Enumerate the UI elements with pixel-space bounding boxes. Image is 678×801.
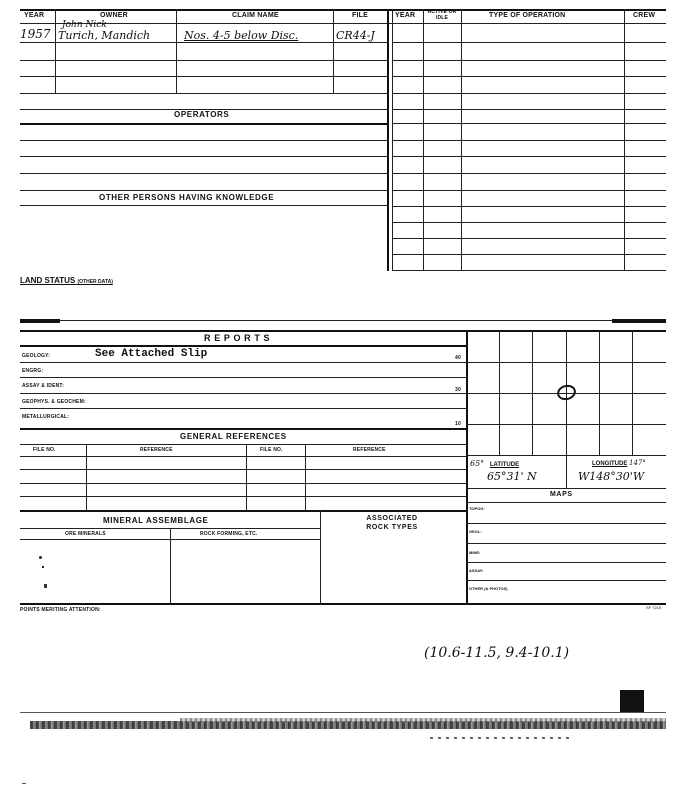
claim-name-value: Nos. 4-5 below Disc. (184, 29, 299, 42)
rule (20, 393, 466, 394)
rule (392, 254, 666, 255)
longitude-header (592, 459, 646, 467)
rule (170, 528, 171, 603)
smudge-band (180, 718, 666, 722)
header-year: YEAR (24, 12, 45, 19)
longitude-label: LONGITUDE (592, 461, 628, 467)
rule (392, 76, 666, 77)
rule (20, 205, 387, 206)
stray-mark (42, 566, 44, 568)
points-meriting-label: POINTS MERITING ATTENTION: (20, 607, 101, 613)
rule (320, 510, 321, 603)
rule (466, 488, 666, 489)
rule (20, 469, 466, 470)
maps-mine: MINE: (469, 550, 481, 555)
assay-label: ASSAY & IDENT: (22, 383, 64, 389)
rule (20, 496, 466, 497)
rule (392, 42, 666, 43)
rule (392, 190, 666, 191)
land-status-label (20, 276, 113, 285)
land-status-text: LAND STATUS (20, 276, 76, 285)
rule (392, 206, 666, 207)
maps-assay: ASSAY: (469, 568, 484, 573)
rule (20, 76, 387, 77)
associated-rock-types: ASSOCIATED ROCK TYPES (366, 515, 418, 531)
location-marker (555, 383, 577, 402)
gr-header-file-no: FILE NO. (33, 447, 56, 453)
owner-line-2: Turich, Mandich (58, 29, 151, 42)
geology-label: GEOLOGY: (22, 353, 51, 359)
row-number: 40 (455, 355, 461, 361)
file-value: CR44-J (336, 29, 375, 42)
rule (86, 444, 87, 510)
form-number: SF 7215 (646, 605, 662, 610)
rule (20, 319, 60, 323)
smudge-band (30, 721, 666, 729)
row-number: 30 (455, 387, 461, 393)
operators-title: OPERATORS (174, 110, 230, 119)
rock-forming-header: ROCK FORMING, ETC. (200, 531, 258, 537)
rule (20, 510, 466, 512)
rule (20, 483, 466, 484)
header-year-2: YEAR (395, 12, 416, 19)
rule (333, 9, 334, 93)
rule (392, 60, 666, 61)
rule (20, 93, 387, 94)
rule (20, 42, 387, 43)
latitude-header (470, 459, 519, 468)
rule (20, 377, 466, 378)
stray-mark (44, 584, 47, 588)
geology-value: See Attached Slip (95, 348, 208, 360)
header-crew: CREW (633, 12, 656, 19)
engrg-label: ENGRG: (22, 368, 44, 374)
longitude-suffix: 147° (629, 459, 646, 467)
rule (466, 362, 666, 363)
rule (20, 60, 387, 61)
rule (466, 543, 666, 544)
maps-other: OTHER (& PHOTOS) (469, 586, 508, 591)
other-persons-title: OTHER PERSONS HAVING KNOWLEDGE (99, 193, 275, 202)
rule (392, 270, 666, 271)
latitude-value: 65°31' N (487, 470, 537, 483)
rule (20, 362, 466, 363)
rule (387, 9, 389, 271)
rule (20, 190, 387, 191)
rule (20, 603, 666, 605)
rule (392, 123, 666, 124)
longitude-value: W148°30'W (578, 470, 645, 483)
rule (20, 712, 666, 713)
rule (20, 330, 666, 332)
smudge-band (430, 737, 570, 739)
lat-prefix: 65° (470, 459, 485, 468)
metallurgical-label: METALLURGICAL: (22, 414, 70, 420)
rule (612, 319, 666, 323)
rule (20, 156, 387, 157)
general-references-title: GENERAL REFERENCES (180, 432, 287, 441)
rule (60, 320, 612, 321)
reports-title: R E P O R T S (204, 333, 271, 343)
gr-header-reference-2: REFERENCE (353, 447, 386, 453)
rule (466, 523, 666, 524)
maps-title: MAPS (550, 491, 573, 498)
maps-topog: TOPOG: (469, 506, 485, 511)
rule (20, 345, 466, 347)
ore-minerals-header: ORE MINERALS (65, 531, 106, 537)
row-number: 10 (455, 421, 461, 427)
rule (392, 93, 666, 94)
rule (392, 222, 666, 223)
rule (20, 408, 466, 409)
rule (20, 140, 387, 141)
rule (20, 9, 666, 11)
rule (392, 238, 666, 239)
stray-mark (39, 556, 42, 559)
rule (176, 9, 177, 93)
rule (55, 9, 56, 93)
header-file: FILE (352, 12, 368, 19)
rule (392, 173, 666, 174)
header-owner: OWNER (100, 12, 128, 19)
mineral-assemblage-title: MINERAL ASSEMBLAGE (103, 516, 209, 525)
rule (305, 444, 306, 510)
black-square (620, 690, 644, 712)
rule (466, 562, 666, 563)
owner-line-1: John Nick (62, 20, 107, 30)
header-type-of-operation: TYPE OF OPERATION (489, 12, 566, 19)
rule (246, 444, 247, 510)
handwritten-coordinates: (10.6-11.5, 9.4-10.1) (424, 645, 570, 661)
rule (466, 424, 666, 425)
stray-mark (22, 783, 26, 784)
rule (466, 502, 666, 503)
rule (20, 173, 387, 174)
rule (20, 428, 466, 430)
rule (392, 156, 666, 157)
gr-header-file-no-2: FILE NO. (260, 447, 283, 453)
land-status-sub: (OTHER DATA) (77, 279, 113, 285)
latitude-label: LATITUDE (489, 462, 520, 468)
row-year: 1957 (20, 27, 51, 41)
header-claim-name: CLAIM NAME (232, 12, 279, 19)
gr-header-reference: REFERENCE (140, 447, 173, 453)
rule (20, 123, 387, 125)
rule (20, 23, 666, 24)
rule (466, 580, 666, 581)
rule (392, 140, 666, 141)
rule (392, 109, 666, 110)
rule (566, 456, 567, 488)
geophys-label: GEOPHYS. & GEOCHEM: (22, 399, 86, 405)
header-active-idle: ACTIVE OR IDLE (427, 9, 457, 21)
maps-geol: GEOL: (469, 529, 482, 534)
